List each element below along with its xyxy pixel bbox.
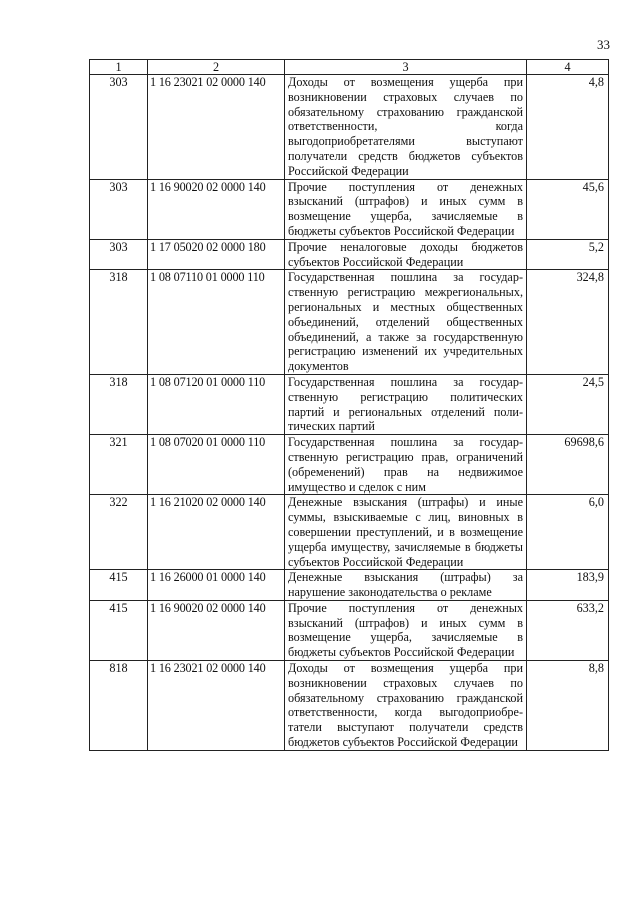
page-number: 33 xyxy=(597,37,610,52)
revenue-name-cell: Государственная пошлина за государственную регистрацию прав, ограничений (обременений) прав на недвижимое имущество и сделок с ним xyxy=(285,435,527,495)
agency-code-cell: 322 xyxy=(90,495,148,570)
budget-classification-code-cell: 1 16 90020 02 0000 140 xyxy=(148,179,285,239)
amount-cell: 324,8 xyxy=(527,270,609,375)
revenue-name-cell: Прочие поступления от денежных взысканий (штрафов) и иных сумм в возмещение ущерба, зачисляемые в бюджеты субъектов Российской Федерации xyxy=(285,179,527,239)
column-header-1: 1 xyxy=(90,60,148,75)
budget-classification-code-cell: 1 17 05020 02 0000 180 xyxy=(148,239,285,270)
revenue-name-cell: Прочие неналоговые доходы бюджетов субъектов Российской Федерации xyxy=(285,239,527,270)
agency-code-cell: 318 xyxy=(90,270,148,375)
budget-classification-code-cell: 1 16 23021 02 0000 140 xyxy=(148,75,285,180)
table-row xyxy=(90,600,609,660)
amount-cell: 5,2 xyxy=(527,239,609,270)
table-header-row xyxy=(90,60,609,75)
agency-code-cell: 415 xyxy=(90,600,148,660)
revenue-name-cell: Денежные взыскания (штрафы) и иные суммы, взыскиваемые с лиц, виновных в совершении преступлений, и в возмещение ущерба имуществу, зачисляемые в бюджеты субъектов Российской Федерации xyxy=(285,495,527,570)
amount-cell: 69698,6 xyxy=(527,435,609,495)
table-row xyxy=(90,435,609,495)
budget-classification-code-cell: 1 08 07120 01 0000 110 xyxy=(148,374,285,434)
table-row xyxy=(90,75,609,180)
revenue-name-cell: Денежные взыскания (штрафы) за нарушение законодательства о рекламе xyxy=(285,570,527,601)
agency-code-cell: 321 xyxy=(90,435,148,495)
table-row xyxy=(90,374,609,434)
table-row xyxy=(90,661,609,751)
amount-cell: 8,8 xyxy=(527,661,609,751)
budget-classification-code-cell: 1 08 07110 01 0000 110 xyxy=(148,270,285,375)
budget-classification-code-cell: 1 16 26000 01 0000 140 xyxy=(148,570,285,601)
revenue-name-cell: Доходы от возмещения ущерба при возникновении страховых случаев по обязательному страхованию гражданской ответственности, когда выгодоприобретателями выступают получатели средств бюджетов субъектов Российской Федерации xyxy=(285,75,527,180)
amount-cell: 24,5 xyxy=(527,374,609,434)
budget-classification-code-cell: 1 16 23021 02 0000 140 xyxy=(148,661,285,751)
agency-code-cell: 303 xyxy=(90,75,148,180)
agency-code-cell: 318 xyxy=(90,374,148,434)
column-header-3: 3 xyxy=(285,60,527,75)
column-header-4: 4 xyxy=(527,60,609,75)
table-row xyxy=(90,179,609,239)
table-row xyxy=(90,495,609,570)
table-row xyxy=(90,570,609,601)
amount-cell: 183,9 xyxy=(527,570,609,601)
revenue-name-cell: Доходы от возмещения ущерба при возникновении страховых случаев по обязательному страхованию гражданской ответственности, когда выгодоприобретатели выступают получатели средств бюджетов субъектов Российской Федерации xyxy=(285,661,527,751)
revenue-name-cell: Прочие поступления от денежных взысканий (штрафов) и иных сумм в возмещение ущерба, зачисляемые в бюджеты субъектов Российской Федерации xyxy=(285,600,527,660)
agency-code-cell: 303 xyxy=(90,179,148,239)
budget-classification-code-cell: 1 16 21020 02 0000 140 xyxy=(148,495,285,570)
column-header-2: 2 xyxy=(148,60,285,75)
revenue-name-cell: Государственная пошлина за государственную регистрацию политических партий и региональных отделений политических партий xyxy=(285,374,527,434)
table-row xyxy=(90,270,609,375)
agency-code-cell: 818 xyxy=(90,661,148,751)
agency-code-cell: 415 xyxy=(90,570,148,601)
amount-cell: 633,2 xyxy=(527,600,609,660)
amount-cell: 45,6 xyxy=(527,179,609,239)
amount-cell: 6,0 xyxy=(527,495,609,570)
agency-code-cell: 303 xyxy=(90,239,148,270)
budget-classification-code-cell: 1 16 90020 02 0000 140 xyxy=(148,600,285,660)
amount-cell: 4,8 xyxy=(527,75,609,180)
budget-revenue-table xyxy=(89,59,609,751)
budget-classification-code-cell: 1 08 07020 01 0000 110 xyxy=(148,435,285,495)
revenue-name-cell: Государственная пошлина за государственную регистрацию межрегиональных, региональных и местных общественных объединений, отделений общественных объединений, а также за государственную регистрацию изменений их учредительных документов xyxy=(285,270,527,375)
table-row xyxy=(90,239,609,270)
